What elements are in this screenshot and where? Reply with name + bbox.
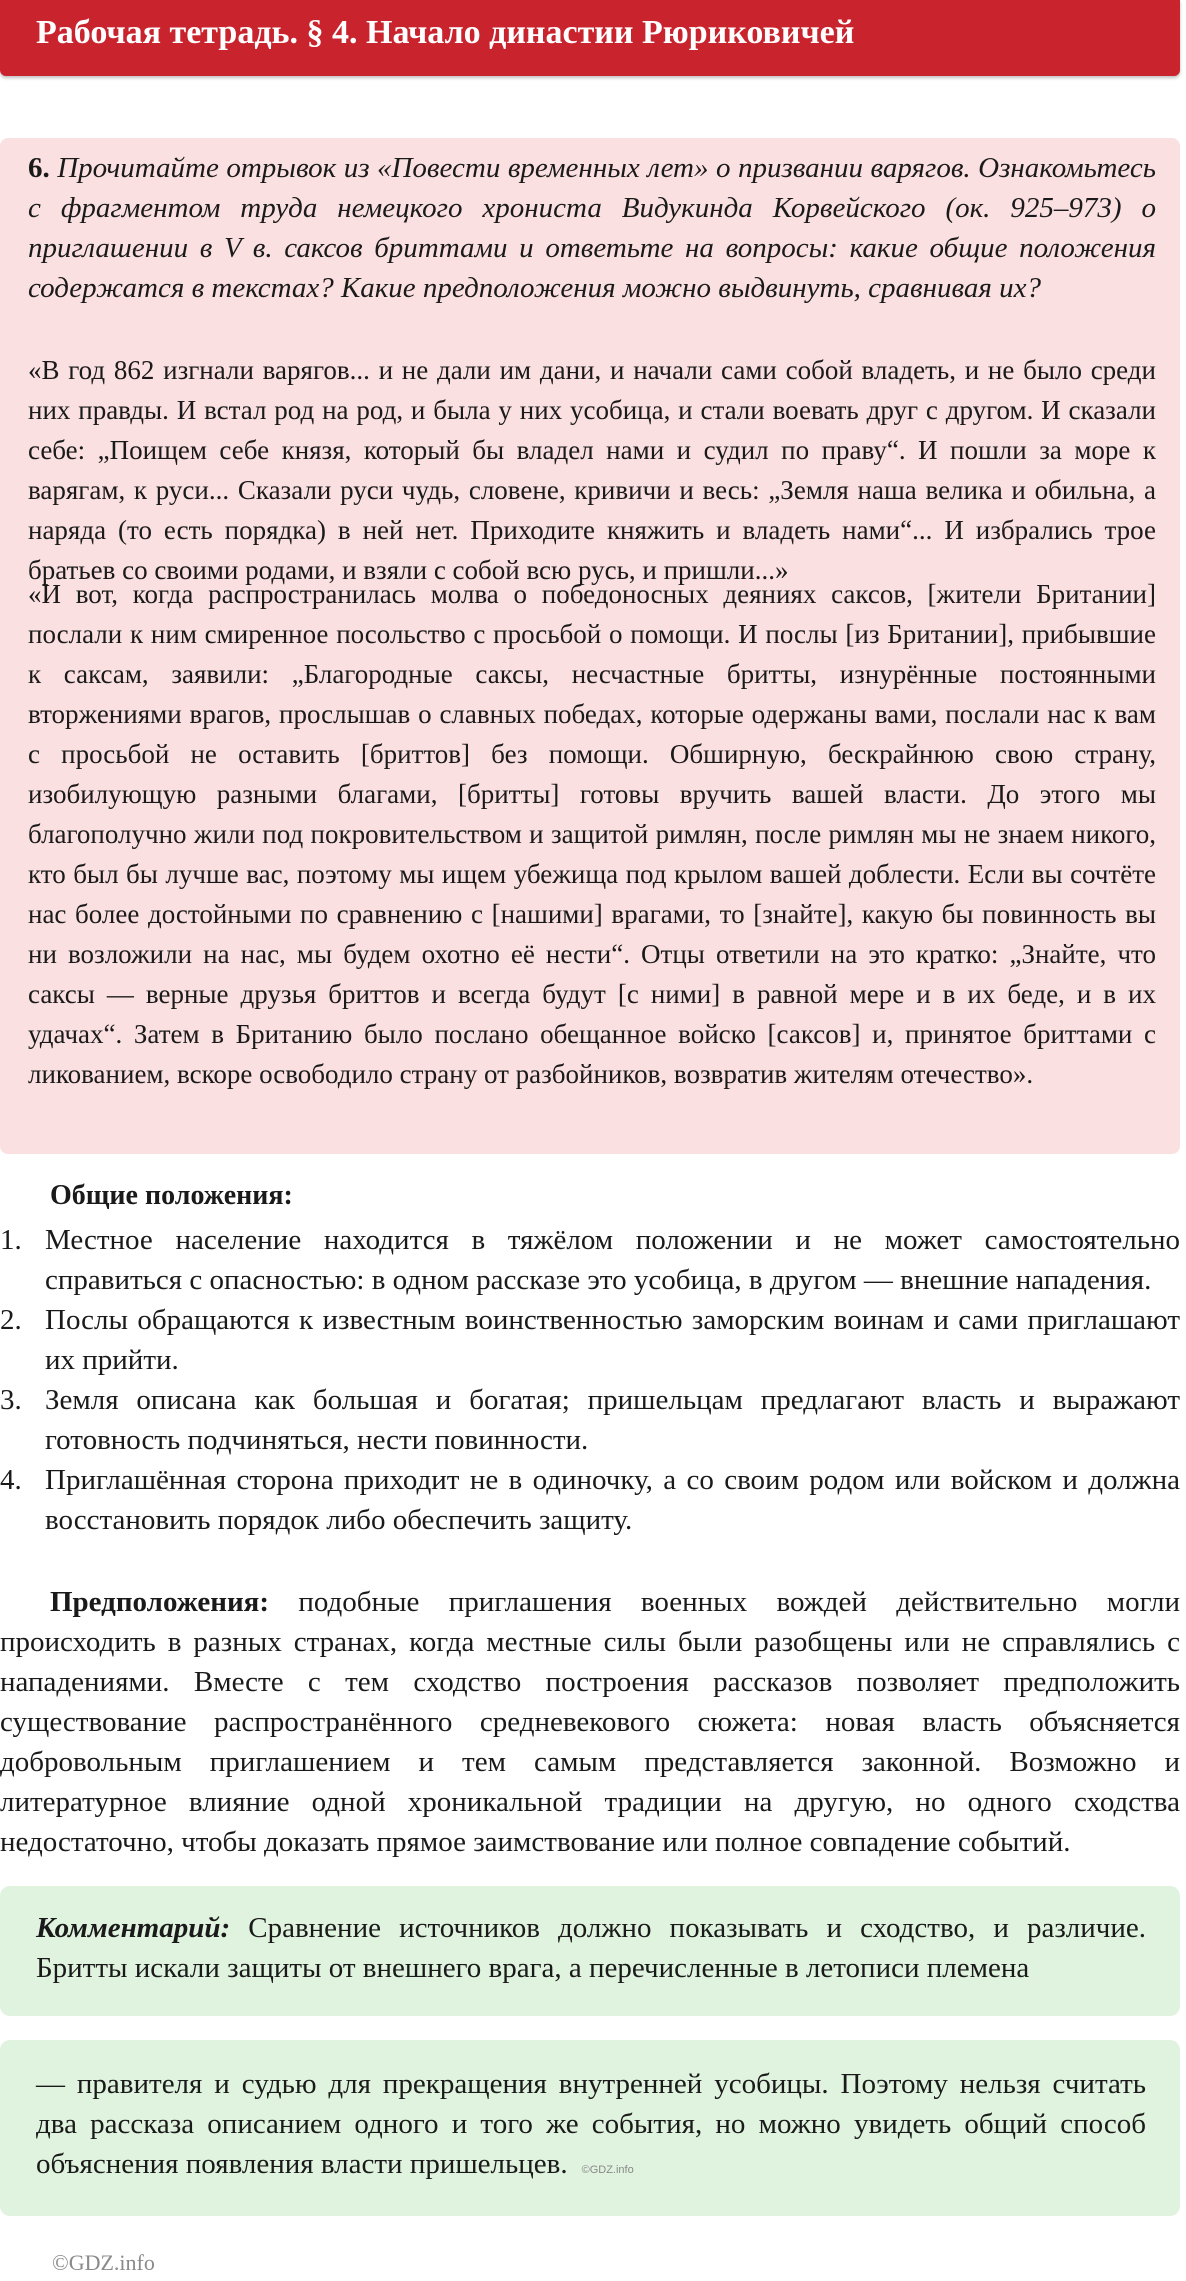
- list-item-text: Приглашённая сторона приходит не в одиночку, а со своим родом или войском и должна восстановить порядок либо обеспечить защиту.: [45, 1464, 1180, 1536]
- comment-part-1: [36, 1908, 1146, 1988]
- list-item-text: Послы обращаются к известным воинственностью заморским воинам и сами приглашают их прийти.: [45, 1304, 1180, 1376]
- task-question-text: Прочитайте отрывок из «Повести временных лет» о призвании варягов. Ознакомьтесь с фрагментом труда немецкого хрониста Видукинда Корвейского (ок. 925–973) о приглашении в V в. саксов бриттами и ответьте на вопросы: какие общие положения содержатся в текстах? Какие предположения можно выдвинуть, сравнивая их?: [28, 152, 1156, 304]
- list-item-number: 2.: [0, 1304, 22, 1336]
- comment-part-2: [36, 2064, 1146, 2190]
- chronicle-quote: «В год 862 изгнали варягов... и не дали им дани, и начали сами собой владеть, и не было среди них правды. И встал род на род, и была у них усобица, и стали воевать друг с другом. И сказали себе: „Поищем себе князя, который бы владел нами и судил по праву“. И пошли за море к варягам, к руси... Сказали руси чудь, словене, кривичи и весь: „Земля наша велика и обильна, а наряда (то есть порядка) в ней нет. Приходите княжить и владеть нами“... И избрались трое братьев со своими родами, и взяли с собой всю русь, и пришли...»: [28, 355, 1156, 585]
- list-item: [0, 1460, 1180, 1540]
- widukind-quote: «И вот, когда распространилась молва о победоносных деяниях саксов, [жители Британии] послали к ним смиренное посольство с просьбой о помощи. И послы [из Британии], прибывшие к саксам, заявили: „Благородные саксы, несчастные бритты, изнурённые постоянными вторжениями врагов, прослышав о славных победах, которые одержаны вами, послали нас к вам с просьбой не оставить [бриттов] без помощи. Обширную, бескрайнюю свою страну, изобилующую разными благами, [бритты] готовы вручить вашей власти. До этого мы благополучно жили под покровительством и защитой римлян, после римлян мы не знаем никого, кто был бы лучше вас, поэтому мы ищем убежища под крылом вашей доблести. Если вы сочтёте нас более достойными по сравнению с [нашими] врагами, то [знайте], какую бы повинность вы ни возложили на нас, мы будем охотно её нести“. Отцы ответили на это кратко: „Знайте, что саксы — верные друзья бриттов и всегда будут [с ними] в равной мере и в их беде, и в их удачах“. Затем в Британию было послано обещанное войско [саксов] и, принятое бриттами с ликованием, вскоре освободило страну от разбойников, возвратив жителям отечество».: [28, 579, 1156, 1089]
- assumptions-paragraph: [0, 1582, 1180, 1862]
- comment-text-1: Сравнение источников должно показывать и сходство, и различие. Бритты искали защиты от внешнего врага, а перечисленные в летописи племена: [36, 1912, 1146, 1984]
- task-question: [28, 148, 1156, 308]
- page-header: [0, 0, 1180, 76]
- assumptions-label: Предположения:: [50, 1586, 270, 1618]
- list-item-text: Местное население находится в тяжёлом положении и не может самостоятельно справиться с опасностью: в одном рассказе это усобица, в другом — внешние нападения.: [45, 1224, 1180, 1296]
- comment-text-2: — правителя и судью для прекращения внутренней усобицы. Поэтому нельзя считать два рассказа описанием одного и того же события, но можно увидеть общий способ объяснения появления власти пришельцев.: [36, 2068, 1146, 2180]
- list-item-number: 1.: [0, 1224, 22, 1256]
- list-item-number: 4.: [0, 1464, 22, 1496]
- list-item: [0, 1220, 1180, 1300]
- footer-copyright: ©GDZ.info: [52, 2250, 155, 2275]
- task-number: 6.: [28, 152, 50, 184]
- list-item: [0, 1380, 1180, 1460]
- page-title: Рабочая тетрадь. § 4. Начало династии Рюриковичей: [36, 14, 855, 51]
- general-positions-list: [0, 1220, 1180, 1540]
- list-item: [0, 1300, 1180, 1380]
- inline-watermark: ©GDZ.info: [581, 2164, 634, 2176]
- general-positions-title: Общие положения:: [50, 1180, 293, 1211]
- comment-label: Комментарий:: [36, 1912, 231, 1944]
- list-item-number: 3.: [0, 1384, 22, 1416]
- list-item-text: Земля описана как большая и богатая; пришельцам предлагают власть и выражают готовность подчиняться, нести повинности.: [45, 1384, 1180, 1456]
- assumptions-text: подобные приглашения военных вождей действительно могли происходить в разных странах, когда местные силы были разобщены или не справлялись с нападениями. Вместе с тем сходство построения рассказов позволяет предположить существование распространённого средневекового сюжета: новая власть объясняется добровольным приглашением и тем самым представляется законной. Возможно и литературное влияние одной хроникальной традиции на другую, но одного сходства недостаточно, чтобы доказать прямое заимствование или полное совпадение событий.: [0, 1586, 1180, 1858]
